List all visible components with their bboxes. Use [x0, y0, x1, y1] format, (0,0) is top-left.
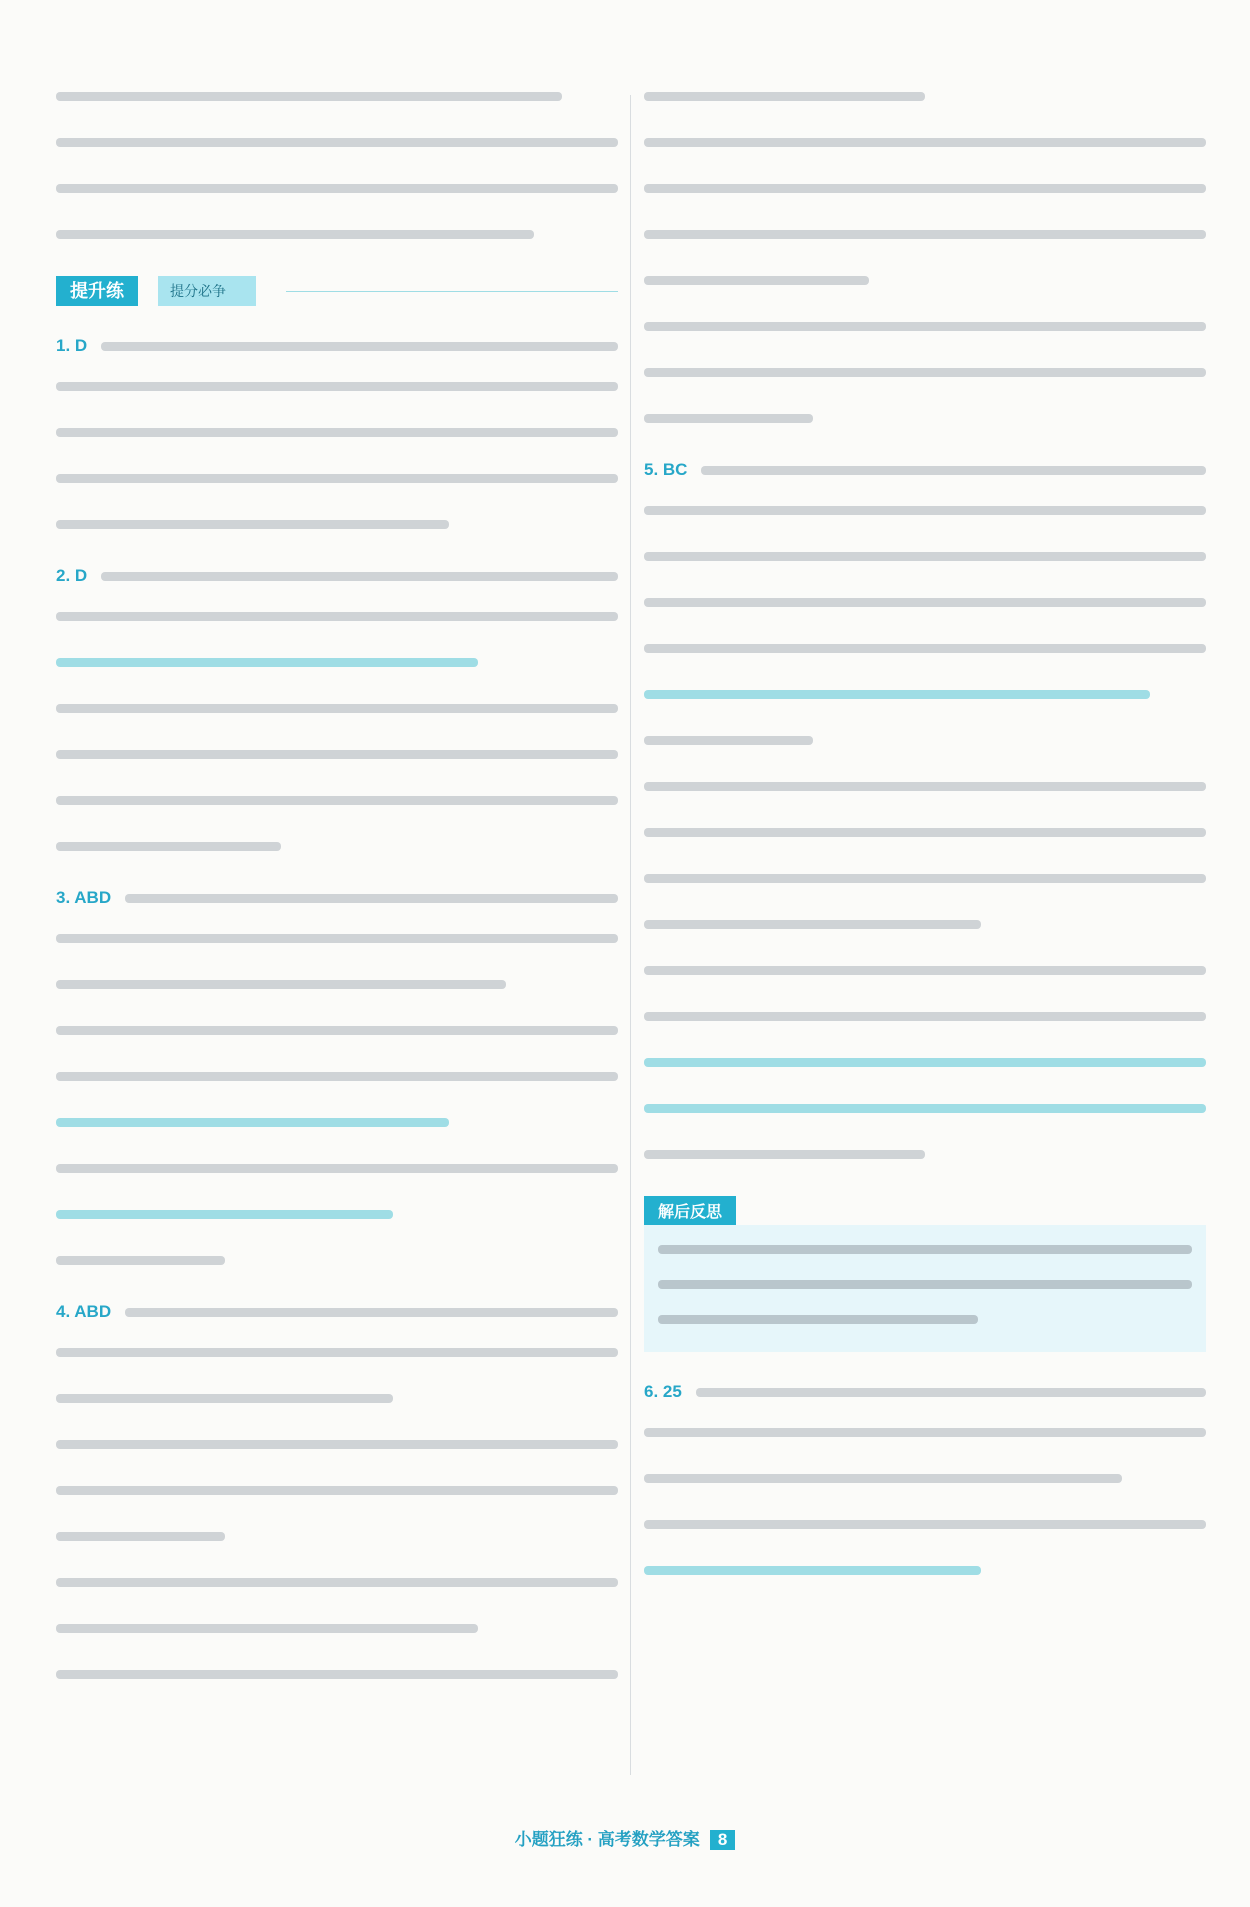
right-column	[644, 92, 1206, 1612]
solution-header	[56, 566, 618, 586]
text-line	[644, 322, 1206, 331]
solution-header	[644, 460, 1206, 480]
text-line	[644, 874, 1206, 883]
text-line	[56, 750, 618, 759]
solution-number: 3. ABD	[56, 888, 112, 907]
text-line	[658, 1315, 978, 1324]
text-line	[101, 572, 618, 581]
text-line	[644, 1150, 925, 1159]
section-banner	[56, 276, 618, 306]
text-line	[56, 1578, 618, 1587]
text-line	[644, 1474, 1122, 1483]
text-line	[56, 520, 449, 529]
text-line	[644, 506, 1206, 515]
text-line	[644, 782, 1206, 791]
text-line	[644, 598, 1206, 607]
text-line	[644, 736, 813, 745]
tip-line	[644, 690, 1150, 699]
text-line	[56, 1440, 618, 1449]
text-line	[56, 230, 534, 239]
text-line	[644, 276, 869, 285]
text-line	[644, 966, 1206, 975]
page-footer	[0, 1825, 1250, 1850]
text-line	[56, 1486, 618, 1495]
text-line	[644, 1428, 1206, 1437]
tip-line	[56, 1210, 393, 1219]
text-line	[56, 704, 618, 713]
text-line	[56, 1026, 618, 1035]
solution-number: 6. 25	[644, 1382, 682, 1401]
solution-number: 4. ABD	[56, 1302, 112, 1321]
text-line	[125, 1308, 618, 1317]
reflection-title: 解后反思	[644, 1196, 736, 1225]
text-line	[56, 382, 618, 391]
solution-header	[56, 336, 618, 356]
text-line	[644, 1012, 1206, 1021]
text-line	[644, 230, 1206, 239]
banner-rule	[286, 291, 618, 292]
text-line	[696, 1388, 1206, 1397]
text-line	[56, 1670, 618, 1679]
text-line	[658, 1280, 1192, 1289]
text-line	[56, 980, 506, 989]
text-line	[56, 92, 562, 101]
text-line	[644, 828, 1206, 837]
text-line	[125, 894, 618, 903]
text-line	[56, 612, 618, 621]
tip-line	[644, 1566, 981, 1575]
text-line	[56, 184, 618, 193]
left-column	[56, 92, 618, 1716]
text-line	[56, 1624, 478, 1633]
text-line	[56, 474, 618, 483]
tip-line	[56, 658, 478, 667]
reflection-box	[644, 1196, 1206, 1352]
text-line	[56, 1394, 393, 1403]
solution-header	[56, 1302, 618, 1322]
tip-line	[56, 1118, 449, 1127]
text-line	[644, 920, 981, 929]
text-line	[56, 1532, 225, 1541]
text-line	[56, 1164, 618, 1173]
section-banner-label: 提升练	[56, 276, 138, 306]
text-line	[56, 1072, 618, 1081]
solution-number: 2. D	[56, 566, 88, 585]
text-line	[56, 796, 618, 805]
text-line	[644, 184, 1206, 193]
solution-number: 1. D	[56, 336, 88, 355]
tip-line	[644, 1058, 1206, 1067]
text-line	[56, 1348, 618, 1357]
text-line	[56, 428, 618, 437]
solution-header	[644, 1382, 1206, 1402]
footer-title: 小题狂练 · 高考数学答案	[514, 1830, 700, 1849]
text-line	[644, 138, 1206, 147]
text-line	[658, 1245, 1192, 1254]
text-line	[56, 842, 281, 851]
text-line	[56, 1256, 225, 1265]
text-line	[56, 934, 618, 943]
solution-header	[56, 888, 618, 908]
text-line	[56, 138, 618, 147]
text-line	[644, 644, 1206, 653]
solution-number: 5. BC	[644, 460, 688, 479]
column-divider	[630, 95, 631, 1775]
tip-line	[644, 1104, 1206, 1113]
reflection-body	[644, 1225, 1206, 1352]
text-line	[644, 368, 1206, 377]
text-line	[644, 92, 925, 101]
text-line	[644, 414, 813, 423]
text-line	[701, 466, 1206, 475]
text-line	[644, 552, 1206, 561]
text-line	[101, 342, 618, 351]
section-banner-subtitle: 提分必争	[158, 276, 256, 306]
page-number: 8	[710, 1830, 735, 1850]
text-line	[644, 1520, 1206, 1529]
